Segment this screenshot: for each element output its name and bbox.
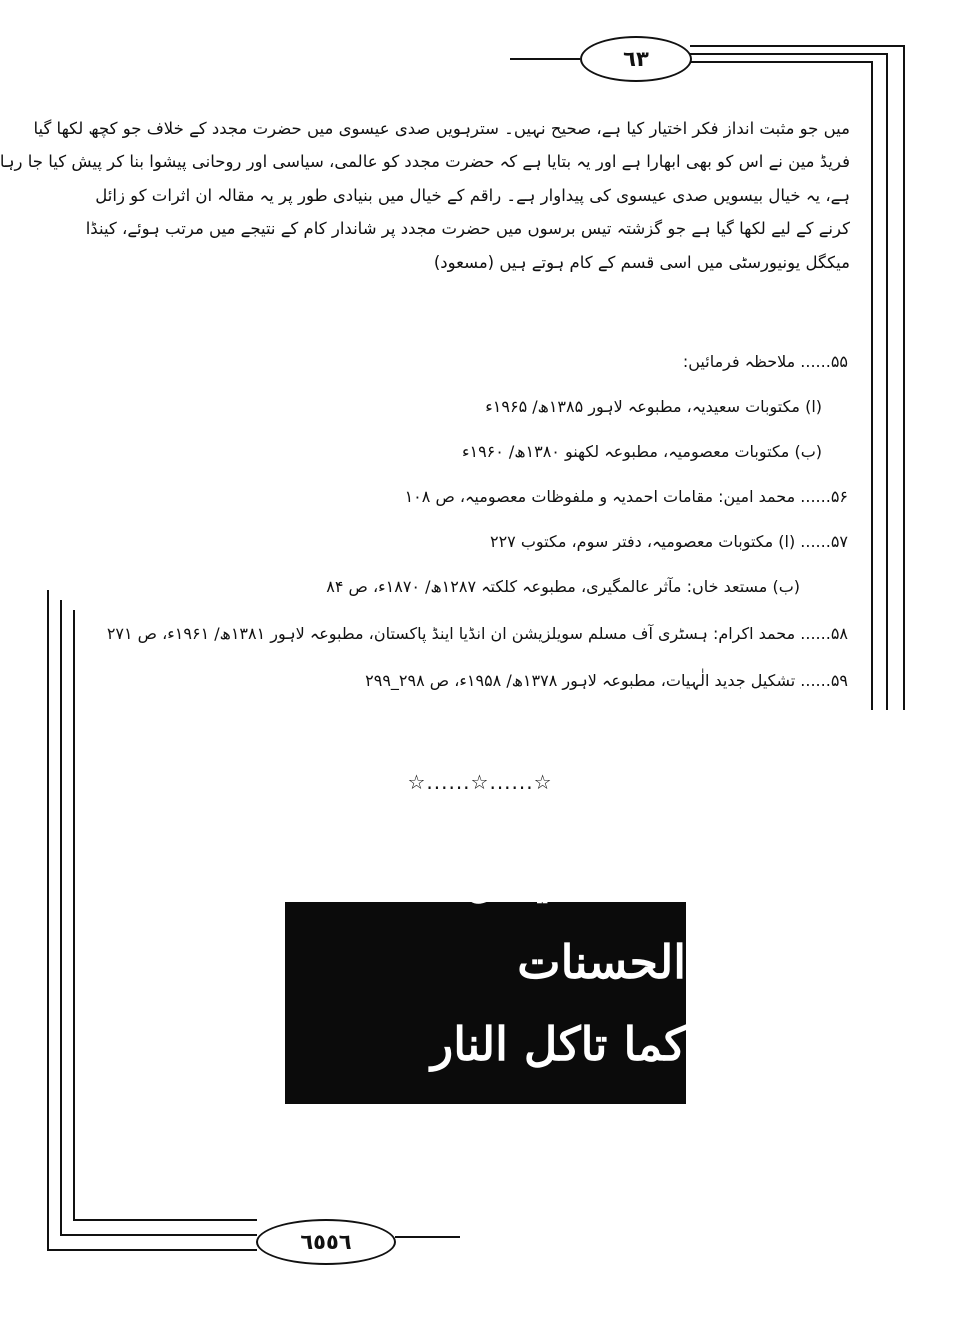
top-page-number: ٦٣ [580, 36, 692, 82]
calligraphy-line-1: الحسد یاکل الحسنات [464, 853, 686, 989]
paragraph-line-2: فریڈ مین نے اس کو بھی ابھارا ہے اور یہ بتایا ہے کہ حضرت مجدد کو عالمی، سیاسی اور روحانی پیشوا بنا کر پیش کیا جا رہا [0, 152, 850, 172]
bottom-page-number: ٦٥٥٦ [256, 1219, 396, 1265]
reference-57-b: (ب) مستعد خاں: مآثر عالمگیری، مطبوعہ کلکتہ ۱۲۸۷ھ/ ۱۸۷۰ء، ص ۸۴ [326, 577, 800, 596]
frame-top-line-1 [690, 45, 905, 47]
frame-left-line-3 [73, 610, 75, 1220]
frame-right-line-1 [903, 45, 905, 710]
frame-bottom-line-3 [73, 1219, 257, 1221]
paragraph-line-3: ہے، یہ خیال بیسویں صدی عیسوی کی پیداوار ہے۔ راقم کے خیال میں بنیادی طور پر یہ مقالہ ان اثرات کو زائل [95, 185, 850, 205]
paragraph-line-5: میکگل یونیورسٹی میں اسی قسم کے کام ہوتے ہیں (مسعود) [433, 252, 850, 272]
paragraph-line-1: میں جو مثبت انداز فکر اختیار کیا ہے، صحیح نہیں۔ سترہویں صدی عیسوی میں حضرت مجدد کے خلاف جو کچھ لکھا گیا [33, 119, 850, 138]
paragraph-line-4: کرنے کے لیے لکھا گیا ہے جو گزشتہ تیس برسوں میں حضرت مجدد پر شاندار کام کے نتیجے میں مرتب ہوئے، کینڈا [85, 219, 850, 239]
reference-57-a: ۵۷...... (ا) مکتوبات معصومیہ، دفتر سوم، مکتوب ۲۲۷ [489, 532, 848, 551]
frame-top-line-2 [690, 53, 888, 55]
frame-bottom-right-line [395, 1236, 460, 1238]
reference-59: ۵۹...... تشکیل جدید الٰہیات، مطبوعہ لاہور ۱۳۷۸ھ/ ۱۹۵۸ء، ص ۲۹۸_۲۹۹ [365, 671, 848, 690]
frame-left-line-1 [47, 590, 49, 1250]
frame-bottom-line-2 [60, 1234, 257, 1236]
frame-bottom-line-1 [47, 1249, 257, 1251]
reference-55-heading: ۵۵...... ملاحظہ فرمائیں: [682, 352, 848, 371]
frame-right-line-3 [871, 61, 873, 710]
frame-right-line-2 [886, 53, 888, 710]
reference-55-b: (ب) مکتوبات معصومیہ، مطبوعہ لکھنو ۱۳۸۰ھ/ ۱۹۶۰ء [461, 442, 822, 461]
calligraphy-panel [285, 853, 686, 1153]
frame-top-line-3 [690, 61, 873, 63]
footnote-paragraph [0, 112, 850, 279]
reference-55-a: (ا) مکتوبات سعیدیہ، مطبوعہ لاہور ۱۳۸۵ھ/ ۱۹۶۵ء [485, 397, 822, 416]
frame-top-left-line [510, 58, 580, 60]
star-separator: ☆......☆......☆ [407, 770, 553, 794]
calligraphy-line-2: کما تاکل النار الحطب [431, 1017, 686, 1153]
reference-58: ۵۸...... محمد اکرام: ہسٹری آف مسلم سویلزیشن ان انڈیا اینڈ پاکستان، مطبوعہ لاہور ۱۳۸۱ھ/ ۱۹۶۱ء، ص ۲۷۱ [106, 624, 848, 643]
frame-left-line-2 [60, 600, 62, 1235]
reference-56: ۵۶...... محمد امین: مقامات احمدیہ و ملفوظات معصومیہ، ص ۱۰۸ [404, 487, 848, 506]
